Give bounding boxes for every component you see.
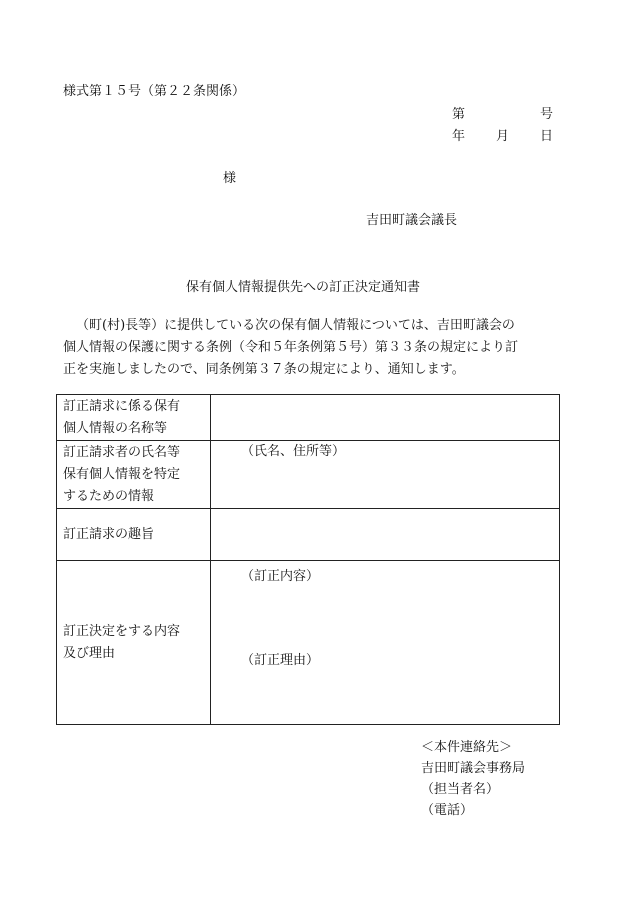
row-header-purpose	[57, 509, 211, 561]
row-header-target-info	[57, 395, 211, 441]
contact-heading: ＜本件連絡先＞	[421, 740, 513, 755]
table-row	[57, 561, 560, 725]
form-number: 様式第１５号（第２２条関係）	[63, 84, 246, 99]
header-line: 保有個人情報を特定	[63, 467, 181, 482]
requester-placeholder: （氏名、住所等）	[241, 444, 346, 459]
header-line: 訂正請求の趣旨	[63, 527, 155, 542]
contact-office: 吉田町議会事務局	[421, 761, 526, 776]
value-cell-requester	[211, 441, 560, 509]
body-paragraph	[63, 315, 570, 381]
header-line: 訂正請求者の氏名等	[63, 445, 181, 460]
document-title: 保有個人情報提供先への訂正決定通知書	[186, 280, 421, 295]
date-month-label: 月	[496, 129, 510, 144]
body-line: 正を実施しましたので、同条例第３７条の規定により、通知します。	[63, 362, 465, 377]
addressee-honorific: 様	[223, 171, 237, 186]
header-line: するための情報	[63, 489, 155, 504]
date-day-label: 日	[540, 129, 554, 144]
row-header-requester	[57, 441, 211, 509]
value-cell-target-info	[211, 395, 560, 441]
body-line: （町(村)長等）に提供している次の保有個人情報については、吉田町議会の	[76, 318, 515, 333]
date-year-label: 年	[452, 129, 466, 144]
table-row	[57, 395, 560, 441]
correction-content-label: （訂正内容）	[241, 569, 320, 584]
header-line: 訂正決定をする内容	[63, 624, 181, 639]
sender-name: 吉田町議会議長	[366, 213, 458, 228]
table-row	[57, 509, 560, 561]
contact-person: （担当者名）	[421, 782, 500, 797]
document-number-label: 第	[452, 107, 466, 122]
correction-info-table	[56, 394, 560, 725]
document-number-suffix: 号	[540, 107, 554, 122]
header-line: 及び理由	[63, 646, 116, 661]
header-line: 訂正請求に係る保有	[63, 399, 181, 414]
contact-block	[421, 737, 525, 821]
contact-phone: （電話）	[421, 803, 474, 818]
row-header-decision	[57, 561, 211, 725]
correction-reason-label: （訂正理由）	[241, 653, 320, 668]
body-line: 個人情報の保護に関する条例（令和５年条例第５号）第３３条の規定により訂	[63, 340, 519, 355]
header-line: 個人情報の名称等	[63, 421, 168, 436]
value-cell-purpose	[211, 509, 560, 561]
value-cell-decision	[211, 561, 560, 725]
table-row	[57, 441, 560, 509]
